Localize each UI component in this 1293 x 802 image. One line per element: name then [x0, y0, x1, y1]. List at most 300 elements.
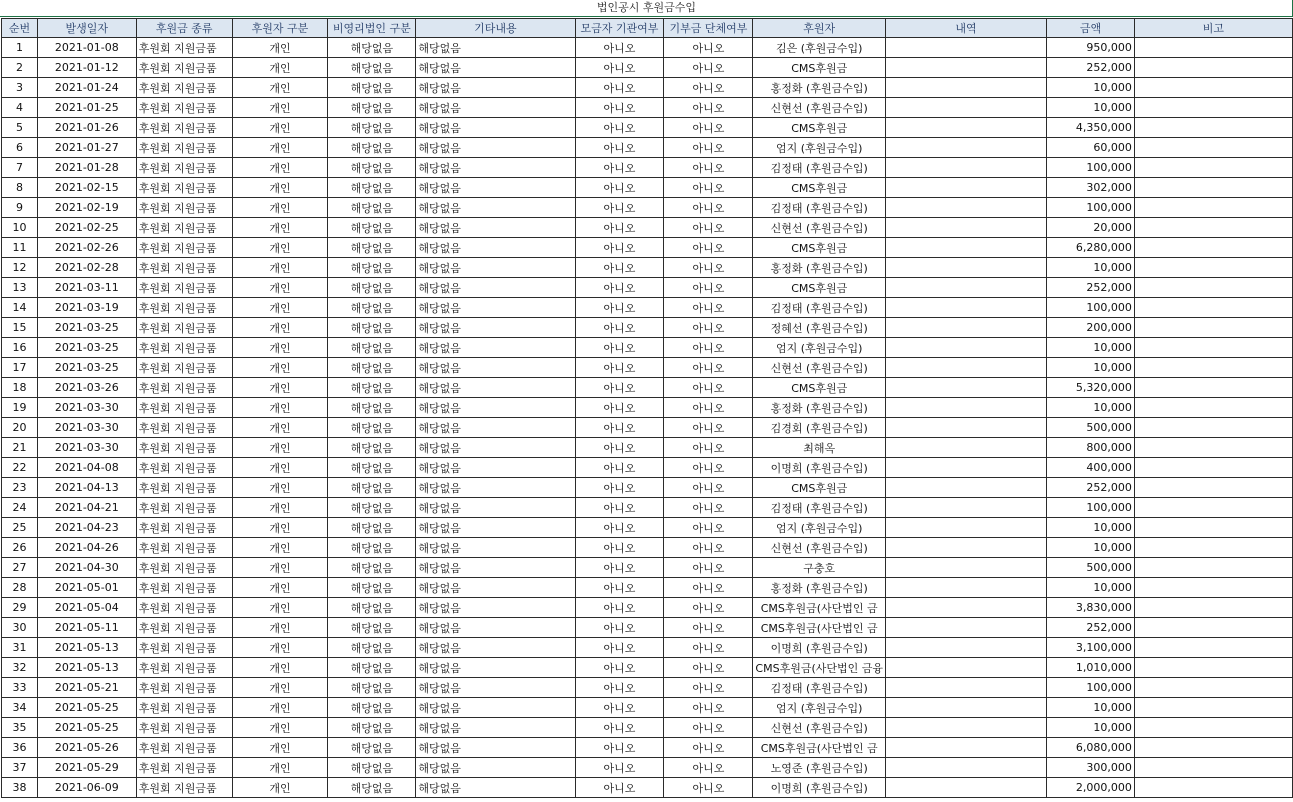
cell-fundraiser-org[interactable]: 아니오 [575, 238, 664, 258]
cell-donor[interactable]: 김경회 (후원금수입) [753, 418, 886, 438]
cell-remarks[interactable] [1134, 618, 1292, 638]
cell-remarks[interactable] [1134, 98, 1292, 118]
cell-donor-class[interactable]: 개인 [232, 758, 328, 778]
cell-seq[interactable]: 7 [2, 158, 38, 178]
cell-donor-class[interactable]: 개인 [232, 558, 328, 578]
cell-donor-class[interactable]: 개인 [232, 198, 328, 218]
cell-donor-class[interactable]: 개인 [232, 478, 328, 498]
cell-fundraiser-org[interactable]: 아니오 [575, 198, 664, 218]
cell-donor-class[interactable]: 개인 [232, 138, 328, 158]
cell-donor-class[interactable]: 개인 [232, 178, 328, 198]
cell-donor[interactable]: 김은 (후원금수입) [753, 38, 886, 58]
cell-other[interactable]: 해당없음 [416, 718, 575, 738]
cell-nonprofit-class[interactable]: 해당없음 [328, 718, 416, 738]
cell-amount[interactable]: 10,000 [1047, 98, 1135, 118]
cell-donor[interactable]: 홍정화 (후원금수입) [753, 258, 886, 278]
cell-amount[interactable]: 252,000 [1047, 278, 1135, 298]
cell-details[interactable] [886, 318, 1047, 338]
cell-amount[interactable]: 500,000 [1047, 418, 1135, 438]
cell-remarks[interactable] [1134, 338, 1292, 358]
cell-amount[interactable]: 6,280,000 [1047, 238, 1135, 258]
cell-seq[interactable]: 32 [2, 658, 38, 678]
cell-nonprofit-class[interactable]: 해당없음 [328, 358, 416, 378]
cell-seq[interactable]: 34 [2, 698, 38, 718]
cell-remarks[interactable] [1134, 358, 1292, 378]
header-cell-remarks[interactable]: 비고 [1134, 19, 1292, 38]
cell-type[interactable]: 후원회 지원금품 [136, 438, 232, 458]
cell-donation-group[interactable]: 아니오 [664, 398, 753, 418]
cell-amount[interactable]: 100,000 [1047, 298, 1135, 318]
header-cell-seq[interactable]: 순번 [2, 19, 38, 38]
cell-donor-class[interactable]: 개인 [232, 738, 328, 758]
cell-type[interactable]: 후원회 지원금품 [136, 418, 232, 438]
cell-remarks[interactable] [1134, 318, 1292, 338]
cell-amount[interactable]: 100,000 [1047, 198, 1135, 218]
cell-other[interactable]: 해당없음 [416, 138, 575, 158]
cell-remarks[interactable] [1134, 458, 1292, 478]
cell-donor[interactable]: 신현선 (후원금수입) [753, 218, 886, 238]
cell-date[interactable]: 2021-01-12 [37, 58, 136, 78]
cell-donation-group[interactable]: 아니오 [664, 738, 753, 758]
cell-seq[interactable]: 2 [2, 58, 38, 78]
cell-nonprofit-class[interactable]: 해당없음 [328, 298, 416, 318]
cell-nonprofit-class[interactable]: 해당없음 [328, 538, 416, 558]
cell-nonprofit-class[interactable]: 해당없음 [328, 98, 416, 118]
header-cell-donor-class[interactable]: 후원자 구분 [232, 19, 328, 38]
cell-seq[interactable]: 29 [2, 598, 38, 618]
cell-details[interactable] [886, 298, 1047, 318]
cell-date[interactable]: 2021-04-08 [37, 458, 136, 478]
cell-nonprofit-class[interactable]: 해당없음 [328, 498, 416, 518]
cell-type[interactable]: 후원회 지원금품 [136, 318, 232, 338]
header-cell-type[interactable]: 후원금 종류 [136, 19, 232, 38]
cell-donor[interactable]: 신현선 (후원금수입) [753, 358, 886, 378]
cell-other[interactable]: 해당없음 [416, 598, 575, 618]
cell-other[interactable]: 해당없음 [416, 778, 575, 798]
cell-donation-group[interactable]: 아니오 [664, 458, 753, 478]
header-cell-amount[interactable]: 금액 [1047, 19, 1135, 38]
cell-nonprofit-class[interactable]: 해당없음 [328, 698, 416, 718]
cell-remarks[interactable] [1134, 58, 1292, 78]
cell-details[interactable] [886, 218, 1047, 238]
cell-other[interactable]: 해당없음 [416, 318, 575, 338]
cell-seq[interactable]: 18 [2, 378, 38, 398]
cell-donor-class[interactable]: 개인 [232, 258, 328, 278]
cell-fundraiser-org[interactable]: 아니오 [575, 598, 664, 618]
cell-amount[interactable]: 3,100,000 [1047, 638, 1135, 658]
cell-donor-class[interactable]: 개인 [232, 518, 328, 538]
cell-details[interactable] [886, 258, 1047, 278]
cell-fundraiser-org[interactable]: 아니오 [575, 338, 664, 358]
cell-remarks[interactable] [1134, 298, 1292, 318]
cell-donor-class[interactable]: 개인 [232, 438, 328, 458]
cell-fundraiser-org[interactable]: 아니오 [575, 278, 664, 298]
cell-seq[interactable]: 5 [2, 118, 38, 138]
cell-other[interactable]: 해당없음 [416, 498, 575, 518]
cell-donor-class[interactable]: 개인 [232, 658, 328, 678]
cell-type[interactable]: 후원회 지원금품 [136, 498, 232, 518]
cell-fundraiser-org[interactable]: 아니오 [575, 38, 664, 58]
cell-remarks[interactable] [1134, 678, 1292, 698]
cell-date[interactable]: 2021-05-25 [37, 698, 136, 718]
cell-amount[interactable]: 100,000 [1047, 678, 1135, 698]
cell-fundraiser-org[interactable]: 아니오 [575, 478, 664, 498]
cell-donor[interactable]: 김정태 (후원금수입) [753, 678, 886, 698]
cell-details[interactable] [886, 718, 1047, 738]
cell-details[interactable] [886, 198, 1047, 218]
cell-date[interactable]: 2021-05-04 [37, 598, 136, 618]
cell-donor-class[interactable]: 개인 [232, 678, 328, 698]
cell-fundraiser-org[interactable]: 아니오 [575, 258, 664, 278]
cell-fundraiser-org[interactable]: 아니오 [575, 558, 664, 578]
cell-nonprofit-class[interactable]: 해당없음 [328, 378, 416, 398]
cell-details[interactable] [886, 658, 1047, 678]
cell-seq[interactable]: 21 [2, 438, 38, 458]
cell-details[interactable] [886, 158, 1047, 178]
cell-date[interactable]: 2021-05-13 [37, 658, 136, 678]
cell-donation-group[interactable]: 아니오 [664, 558, 753, 578]
cell-date[interactable]: 2021-03-30 [37, 398, 136, 418]
cell-fundraiser-org[interactable]: 아니오 [575, 218, 664, 238]
cell-nonprofit-class[interactable]: 해당없음 [328, 198, 416, 218]
cell-fundraiser-org[interactable]: 아니오 [575, 398, 664, 418]
cell-donation-group[interactable]: 아니오 [664, 618, 753, 638]
cell-seq[interactable]: 25 [2, 518, 38, 538]
cell-donor[interactable]: CMS후원금 [753, 178, 886, 198]
cell-fundraiser-org[interactable]: 아니오 [575, 298, 664, 318]
cell-remarks[interactable] [1134, 278, 1292, 298]
cell-remarks[interactable] [1134, 198, 1292, 218]
cell-type[interactable]: 후원회 지원금품 [136, 178, 232, 198]
cell-nonprofit-class[interactable]: 해당없음 [328, 658, 416, 678]
cell-nonprofit-class[interactable]: 해당없음 [328, 258, 416, 278]
cell-donor-class[interactable]: 개인 [232, 278, 328, 298]
cell-date[interactable]: 2021-05-29 [37, 758, 136, 778]
cell-remarks[interactable] [1134, 238, 1292, 258]
cell-other[interactable]: 해당없음 [416, 658, 575, 678]
cell-donation-group[interactable]: 아니오 [664, 658, 753, 678]
cell-details[interactable] [886, 638, 1047, 658]
cell-date[interactable]: 2021-03-25 [37, 358, 136, 378]
cell-date[interactable]: 2021-03-25 [37, 338, 136, 358]
cell-nonprofit-class[interactable]: 해당없음 [328, 398, 416, 418]
cell-remarks[interactable] [1134, 738, 1292, 758]
cell-date[interactable]: 2021-03-11 [37, 278, 136, 298]
cell-type[interactable]: 후원회 지원금품 [136, 238, 232, 258]
cell-other[interactable]: 해당없음 [416, 278, 575, 298]
cell-donation-group[interactable]: 아니오 [664, 678, 753, 698]
cell-amount[interactable]: 20,000 [1047, 218, 1135, 238]
cell-other[interactable]: 해당없음 [416, 198, 575, 218]
cell-details[interactable] [886, 478, 1047, 498]
cell-details[interactable] [886, 278, 1047, 298]
cell-remarks[interactable] [1134, 778, 1292, 798]
cell-donation-group[interactable]: 아니오 [664, 198, 753, 218]
cell-date[interactable]: 2021-05-26 [37, 738, 136, 758]
cell-other[interactable]: 해당없음 [416, 98, 575, 118]
cell-donation-group[interactable]: 아니오 [664, 778, 753, 798]
cell-remarks[interactable] [1134, 38, 1292, 58]
cell-donor-class[interactable]: 개인 [232, 598, 328, 618]
cell-donation-group[interactable]: 아니오 [664, 158, 753, 178]
cell-seq[interactable]: 8 [2, 178, 38, 198]
cell-type[interactable]: 후원회 지원금품 [136, 298, 232, 318]
cell-donation-group[interactable]: 아니오 [664, 378, 753, 398]
cell-donation-group[interactable]: 아니오 [664, 118, 753, 138]
cell-other[interactable]: 해당없음 [416, 638, 575, 658]
cell-date[interactable]: 2021-05-11 [37, 618, 136, 638]
cell-type[interactable]: 후원회 지원금품 [136, 538, 232, 558]
cell-donor[interactable]: 최해옥 [753, 438, 886, 458]
cell-type[interactable]: 후원회 지원금품 [136, 258, 232, 278]
cell-remarks[interactable] [1134, 118, 1292, 138]
cell-date[interactable]: 2021-01-28 [37, 158, 136, 178]
cell-details[interactable] [886, 138, 1047, 158]
cell-donor-class[interactable]: 개인 [232, 378, 328, 398]
cell-fundraiser-org[interactable]: 아니오 [575, 658, 664, 678]
cell-donor[interactable]: 신현선 (후원금수입) [753, 98, 886, 118]
cell-details[interactable] [886, 758, 1047, 778]
cell-seq[interactable]: 19 [2, 398, 38, 418]
cell-donor[interactable]: CMS후원금(사단법인 금융 [753, 658, 886, 678]
cell-other[interactable]: 해당없음 [416, 78, 575, 98]
cell-remarks[interactable] [1134, 158, 1292, 178]
cell-other[interactable]: 해당없음 [416, 118, 575, 138]
cell-donation-group[interactable]: 아니오 [664, 178, 753, 198]
cell-donor-class[interactable]: 개인 [232, 318, 328, 338]
cell-donation-group[interactable]: 아니오 [664, 418, 753, 438]
cell-fundraiser-org[interactable]: 아니오 [575, 158, 664, 178]
cell-type[interactable]: 후원회 지원금품 [136, 478, 232, 498]
cell-remarks[interactable] [1134, 638, 1292, 658]
cell-details[interactable] [886, 338, 1047, 358]
cell-donor[interactable]: CMS후원금 [753, 118, 886, 138]
cell-donation-group[interactable]: 아니오 [664, 138, 753, 158]
cell-donor-class[interactable]: 개인 [232, 398, 328, 418]
cell-donation-group[interactable]: 아니오 [664, 598, 753, 618]
cell-nonprofit-class[interactable]: 해당없음 [328, 58, 416, 78]
cell-type[interactable]: 후원회 지원금품 [136, 698, 232, 718]
cell-donor[interactable]: 홍정화 (후원금수입) [753, 398, 886, 418]
cell-remarks[interactable] [1134, 498, 1292, 518]
cell-details[interactable] [886, 398, 1047, 418]
cell-details[interactable] [886, 738, 1047, 758]
cell-donor-class[interactable]: 개인 [232, 698, 328, 718]
cell-seq[interactable]: 30 [2, 618, 38, 638]
cell-donor-class[interactable]: 개인 [232, 338, 328, 358]
cell-type[interactable]: 후원회 지원금품 [136, 398, 232, 418]
cell-other[interactable]: 해당없음 [416, 678, 575, 698]
cell-type[interactable]: 후원회 지원금품 [136, 558, 232, 578]
cell-other[interactable]: 해당없음 [416, 618, 575, 638]
cell-remarks[interactable] [1134, 258, 1292, 278]
cell-nonprofit-class[interactable]: 해당없음 [328, 638, 416, 658]
cell-date[interactable]: 2021-04-26 [37, 538, 136, 558]
cell-type[interactable]: 후원회 지원금품 [136, 618, 232, 638]
cell-date[interactable]: 2021-03-19 [37, 298, 136, 318]
cell-fundraiser-org[interactable]: 아니오 [575, 758, 664, 778]
cell-other[interactable]: 해당없음 [416, 158, 575, 178]
cell-amount[interactable]: 5,320,000 [1047, 378, 1135, 398]
cell-seq[interactable]: 9 [2, 198, 38, 218]
cell-remarks[interactable] [1134, 558, 1292, 578]
cell-amount[interactable]: 300,000 [1047, 758, 1135, 778]
cell-donation-group[interactable]: 아니오 [664, 438, 753, 458]
cell-date[interactable]: 2021-05-21 [37, 678, 136, 698]
cell-nonprofit-class[interactable]: 해당없음 [328, 158, 416, 178]
cell-remarks[interactable] [1134, 378, 1292, 398]
cell-donation-group[interactable]: 아니오 [664, 38, 753, 58]
cell-nonprofit-class[interactable]: 해당없음 [328, 478, 416, 498]
cell-date[interactable]: 2021-02-26 [37, 238, 136, 258]
cell-type[interactable]: 후원회 지원금품 [136, 598, 232, 618]
header-cell-other[interactable]: 기타내용 [416, 19, 575, 38]
cell-donor-class[interactable]: 개인 [232, 418, 328, 438]
cell-remarks[interactable] [1134, 758, 1292, 778]
cell-other[interactable]: 해당없음 [416, 538, 575, 558]
cell-nonprofit-class[interactable]: 해당없음 [328, 38, 416, 58]
cell-amount[interactable]: 252,000 [1047, 618, 1135, 638]
cell-date[interactable]: 2021-03-30 [37, 418, 136, 438]
cell-donor[interactable]: 엄지 (후원금수입) [753, 138, 886, 158]
cell-other[interactable]: 해당없음 [416, 358, 575, 378]
cell-nonprofit-class[interactable]: 해당없음 [328, 578, 416, 598]
cell-fundraiser-org[interactable]: 아니오 [575, 678, 664, 698]
cell-amount[interactable]: 10,000 [1047, 78, 1135, 98]
cell-nonprofit-class[interactable]: 해당없음 [328, 438, 416, 458]
cell-donation-group[interactable]: 아니오 [664, 578, 753, 598]
cell-fundraiser-org[interactable]: 아니오 [575, 638, 664, 658]
cell-donation-group[interactable]: 아니오 [664, 538, 753, 558]
cell-donor[interactable]: 노영준 (후원금수입) [753, 758, 886, 778]
cell-date[interactable]: 2021-02-15 [37, 178, 136, 198]
cell-fundraiser-org[interactable]: 아니오 [575, 58, 664, 78]
cell-date[interactable]: 2021-02-28 [37, 258, 136, 278]
cell-date[interactable]: 2021-01-25 [37, 98, 136, 118]
cell-donor[interactable]: CMS후원금(사단법인 금 [753, 738, 886, 758]
cell-other[interactable]: 해당없음 [416, 698, 575, 718]
cell-seq[interactable]: 23 [2, 478, 38, 498]
cell-date[interactable]: 2021-01-27 [37, 138, 136, 158]
cell-details[interactable] [886, 598, 1047, 618]
cell-nonprofit-class[interactable]: 해당없음 [328, 618, 416, 638]
header-cell-fundraiser-org[interactable]: 모금자 기관여부 [575, 19, 664, 38]
cell-nonprofit-class[interactable]: 해당없음 [328, 318, 416, 338]
cell-other[interactable]: 해당없음 [416, 398, 575, 418]
cell-donor-class[interactable]: 개인 [232, 358, 328, 378]
cell-seq[interactable]: 37 [2, 758, 38, 778]
cell-amount[interactable]: 10,000 [1047, 338, 1135, 358]
cell-other[interactable]: 해당없음 [416, 558, 575, 578]
cell-seq[interactable]: 36 [2, 738, 38, 758]
cell-details[interactable] [886, 38, 1047, 58]
cell-type[interactable]: 후원회 지원금품 [136, 718, 232, 738]
cell-nonprofit-class[interactable]: 해당없음 [328, 758, 416, 778]
cell-type[interactable]: 후원회 지원금품 [136, 518, 232, 538]
cell-type[interactable]: 후원회 지원금품 [136, 738, 232, 758]
cell-donor[interactable]: CMS후원금 [753, 478, 886, 498]
cell-date[interactable]: 2021-04-23 [37, 518, 136, 538]
cell-seq[interactable]: 17 [2, 358, 38, 378]
cell-donor-class[interactable]: 개인 [232, 618, 328, 638]
cell-donor-class[interactable]: 개인 [232, 238, 328, 258]
cell-nonprofit-class[interactable]: 해당없음 [328, 598, 416, 618]
cell-amount[interactable]: 800,000 [1047, 438, 1135, 458]
cell-type[interactable]: 후원회 지원금품 [136, 58, 232, 78]
cell-type[interactable]: 후원회 지원금품 [136, 38, 232, 58]
cell-other[interactable]: 해당없음 [416, 38, 575, 58]
cell-donor[interactable]: CMS후원금 [753, 238, 886, 258]
cell-other[interactable]: 해당없음 [416, 238, 575, 258]
cell-amount[interactable]: 10,000 [1047, 718, 1135, 738]
cell-nonprofit-class[interactable]: 해당없음 [328, 238, 416, 258]
cell-type[interactable]: 후원회 지원금품 [136, 198, 232, 218]
cell-fundraiser-org[interactable]: 아니오 [575, 498, 664, 518]
cell-amount[interactable]: 100,000 [1047, 158, 1135, 178]
cell-donation-group[interactable]: 아니오 [664, 258, 753, 278]
cell-seq[interactable]: 35 [2, 718, 38, 738]
cell-fundraiser-org[interactable]: 아니오 [575, 578, 664, 598]
cell-donor[interactable]: 이명희 (후원금수입) [753, 458, 886, 478]
cell-donor[interactable]: 김정태 (후원금수입) [753, 298, 886, 318]
cell-other[interactable]: 해당없음 [416, 478, 575, 498]
cell-date[interactable]: 2021-05-25 [37, 718, 136, 738]
cell-details[interactable] [886, 558, 1047, 578]
cell-seq[interactable]: 10 [2, 218, 38, 238]
cell-donor[interactable]: 엄지 (후원금수입) [753, 338, 886, 358]
cell-date[interactable]: 2021-04-21 [37, 498, 136, 518]
cell-date[interactable]: 2021-01-24 [37, 78, 136, 98]
cell-details[interactable] [886, 118, 1047, 138]
cell-other[interactable]: 해당없음 [416, 738, 575, 758]
cell-donor[interactable]: 신현선 (후원금수입) [753, 718, 886, 738]
cell-donor[interactable]: 홍정화 (후원금수입) [753, 578, 886, 598]
cell-amount[interactable]: 252,000 [1047, 478, 1135, 498]
cell-other[interactable]: 해당없음 [416, 418, 575, 438]
cell-amount[interactable]: 10,000 [1047, 518, 1135, 538]
cell-donor[interactable]: 김정태 (후원금수입) [753, 198, 886, 218]
cell-details[interactable] [886, 518, 1047, 538]
cell-donor[interactable]: 이명희 (후원금수입) [753, 638, 886, 658]
cell-fundraiser-org[interactable]: 아니오 [575, 98, 664, 118]
cell-amount[interactable]: 10,000 [1047, 398, 1135, 418]
cell-donation-group[interactable]: 아니오 [664, 78, 753, 98]
cell-donor[interactable]: 구충호 [753, 558, 886, 578]
cell-nonprofit-class[interactable]: 해당없음 [328, 178, 416, 198]
cell-details[interactable] [886, 578, 1047, 598]
cell-details[interactable] [886, 418, 1047, 438]
cell-seq[interactable]: 12 [2, 258, 38, 278]
cell-remarks[interactable] [1134, 438, 1292, 458]
cell-other[interactable]: 해당없음 [416, 338, 575, 358]
cell-date[interactable]: 2021-05-01 [37, 578, 136, 598]
cell-seq[interactable]: 6 [2, 138, 38, 158]
cell-type[interactable]: 후원회 지원금품 [136, 658, 232, 678]
cell-type[interactable]: 후원회 지원금품 [136, 118, 232, 138]
cell-other[interactable]: 해당없음 [416, 578, 575, 598]
cell-other[interactable]: 해당없음 [416, 178, 575, 198]
cell-amount[interactable]: 10,000 [1047, 578, 1135, 598]
cell-fundraiser-org[interactable]: 아니오 [575, 318, 664, 338]
cell-fundraiser-org[interactable]: 아니오 [575, 738, 664, 758]
cell-date[interactable]: 2021-04-30 [37, 558, 136, 578]
cell-amount[interactable]: 10,000 [1047, 258, 1135, 278]
cell-donation-group[interactable]: 아니오 [664, 218, 753, 238]
cell-nonprofit-class[interactable]: 해당없음 [328, 418, 416, 438]
cell-date[interactable]: 2021-01-08 [37, 38, 136, 58]
cell-amount[interactable]: 4,350,000 [1047, 118, 1135, 138]
cell-donor-class[interactable]: 개인 [232, 118, 328, 138]
